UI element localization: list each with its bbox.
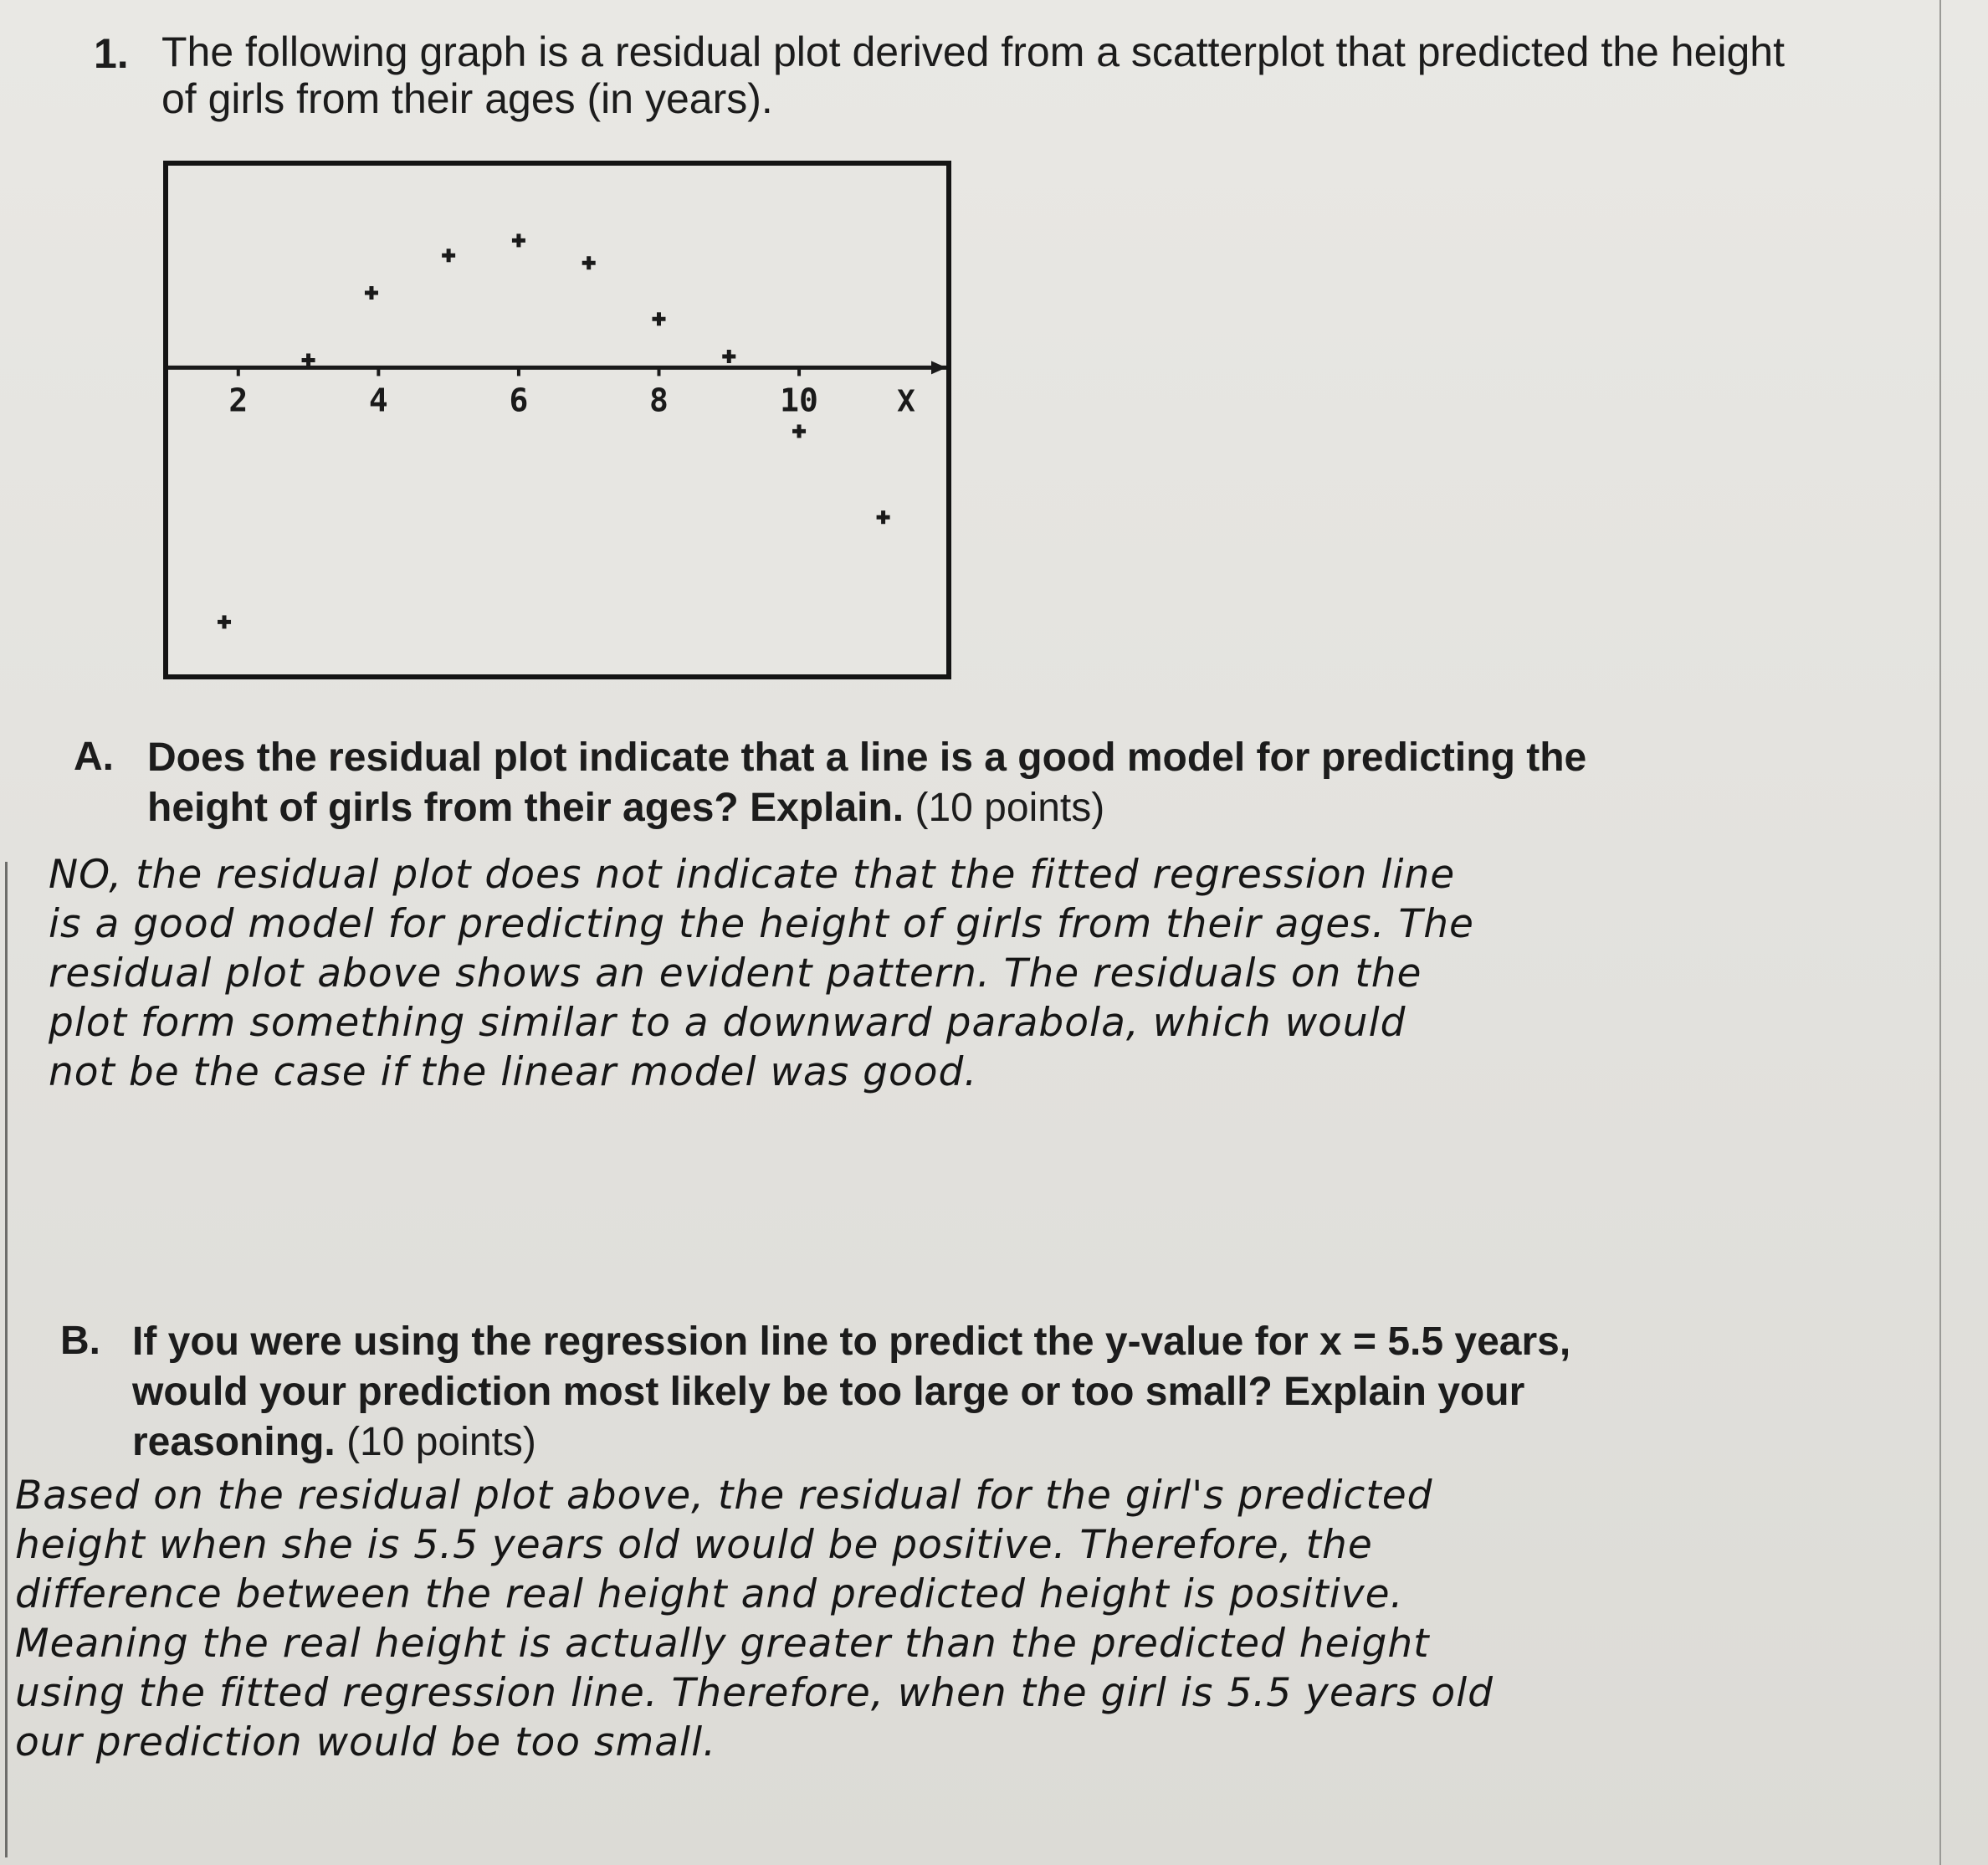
x-axis-arrow (931, 361, 946, 374)
part-b-prompt-line-3: reasoning. (132, 1420, 336, 1464)
part-a-answer-line: plot form something similar to a downward parabola, which would (49, 1000, 1406, 1046)
residual-point (442, 248, 455, 262)
residual-plot-canvas (168, 166, 946, 674)
part-a-answer-line: not be the case if the linear model was good. (49, 1049, 978, 1095)
part-a-answer-line: is a good model for predicting the height of girls from their ages. The (49, 901, 1474, 947)
part-b-answer-line: height when she is 5.5 years old would be positive. Therefore, the (15, 1522, 1373, 1568)
x-tick-label: 4 (368, 382, 388, 419)
x-tick-label: 8 (649, 382, 669, 419)
residual-point (792, 424, 806, 438)
question-text-line-1: The following graph is a residual plot derived from a scatterplot that predicted the height (161, 28, 1785, 75)
part-a-answer-line: NO, the residual plot does not indicate that the fitted regression line (49, 852, 1456, 898)
residual-point (877, 510, 890, 524)
part-a-answer-line: residual plot above shows an evident pattern. The residuals on the (49, 950, 1422, 997)
part-b-answer-line: Meaning the real height is actually greater than the predicted height (15, 1621, 1430, 1667)
residual-point (652, 312, 665, 325)
part-b-answer-line: our prediction would be too small. (15, 1719, 717, 1765)
part-b-prompt-line-2: would your prediction most likely be too large or too small? Explain your (132, 1370, 1525, 1414)
residual-point (512, 233, 525, 247)
part-a-prompt (147, 733, 1888, 833)
part-b-answer-line: Based on the residual plot above, the residual for the girl's predicted (15, 1473, 1433, 1519)
part-b-label: B. (60, 1319, 100, 1363)
margin-rule (5, 862, 8, 1857)
part-b-prompt (132, 1317, 1873, 1468)
question-prompt (161, 28, 1927, 122)
part-b-answer-line: difference between the real height and predicted height is positive. (15, 1571, 1404, 1617)
residual-point (582, 256, 596, 269)
x-axis-label: X (897, 384, 915, 419)
part-b-points: (10 points) (346, 1420, 536, 1464)
part-a-points: (10 points) (915, 786, 1105, 830)
part-a-prompt-line-2: height of girls from their ages? Explain. (147, 786, 904, 830)
residual-point (302, 353, 315, 366)
part-a-handwritten-answer (49, 850, 1474, 1097)
question-number: 1. (94, 30, 129, 77)
x-tick-label: 10 (780, 382, 818, 419)
part-a-prompt-line-1: Does the residual plot indicate that a line is a good model for predicting the (147, 735, 1587, 780)
part-b-answer-line: using the fitted regression line. Therefore, when the girl is 5.5 years old (15, 1670, 1494, 1716)
part-b-handwritten-answer (15, 1471, 1494, 1767)
residual-point (365, 286, 378, 300)
residual-point (218, 615, 231, 628)
residual-point (722, 350, 735, 363)
part-b-prompt-line-1: If you were using the regression line to predict the y-value for x = 5.5 years, (132, 1319, 1571, 1364)
x-tick-label: 6 (509, 382, 529, 419)
x-tick-label: 2 (228, 382, 248, 419)
residual-plot (163, 161, 951, 679)
page-edge (1939, 0, 1941, 1865)
part-a-label: A. (74, 735, 114, 779)
question-text-line-2: of girls from their ages (in years). (161, 75, 773, 122)
